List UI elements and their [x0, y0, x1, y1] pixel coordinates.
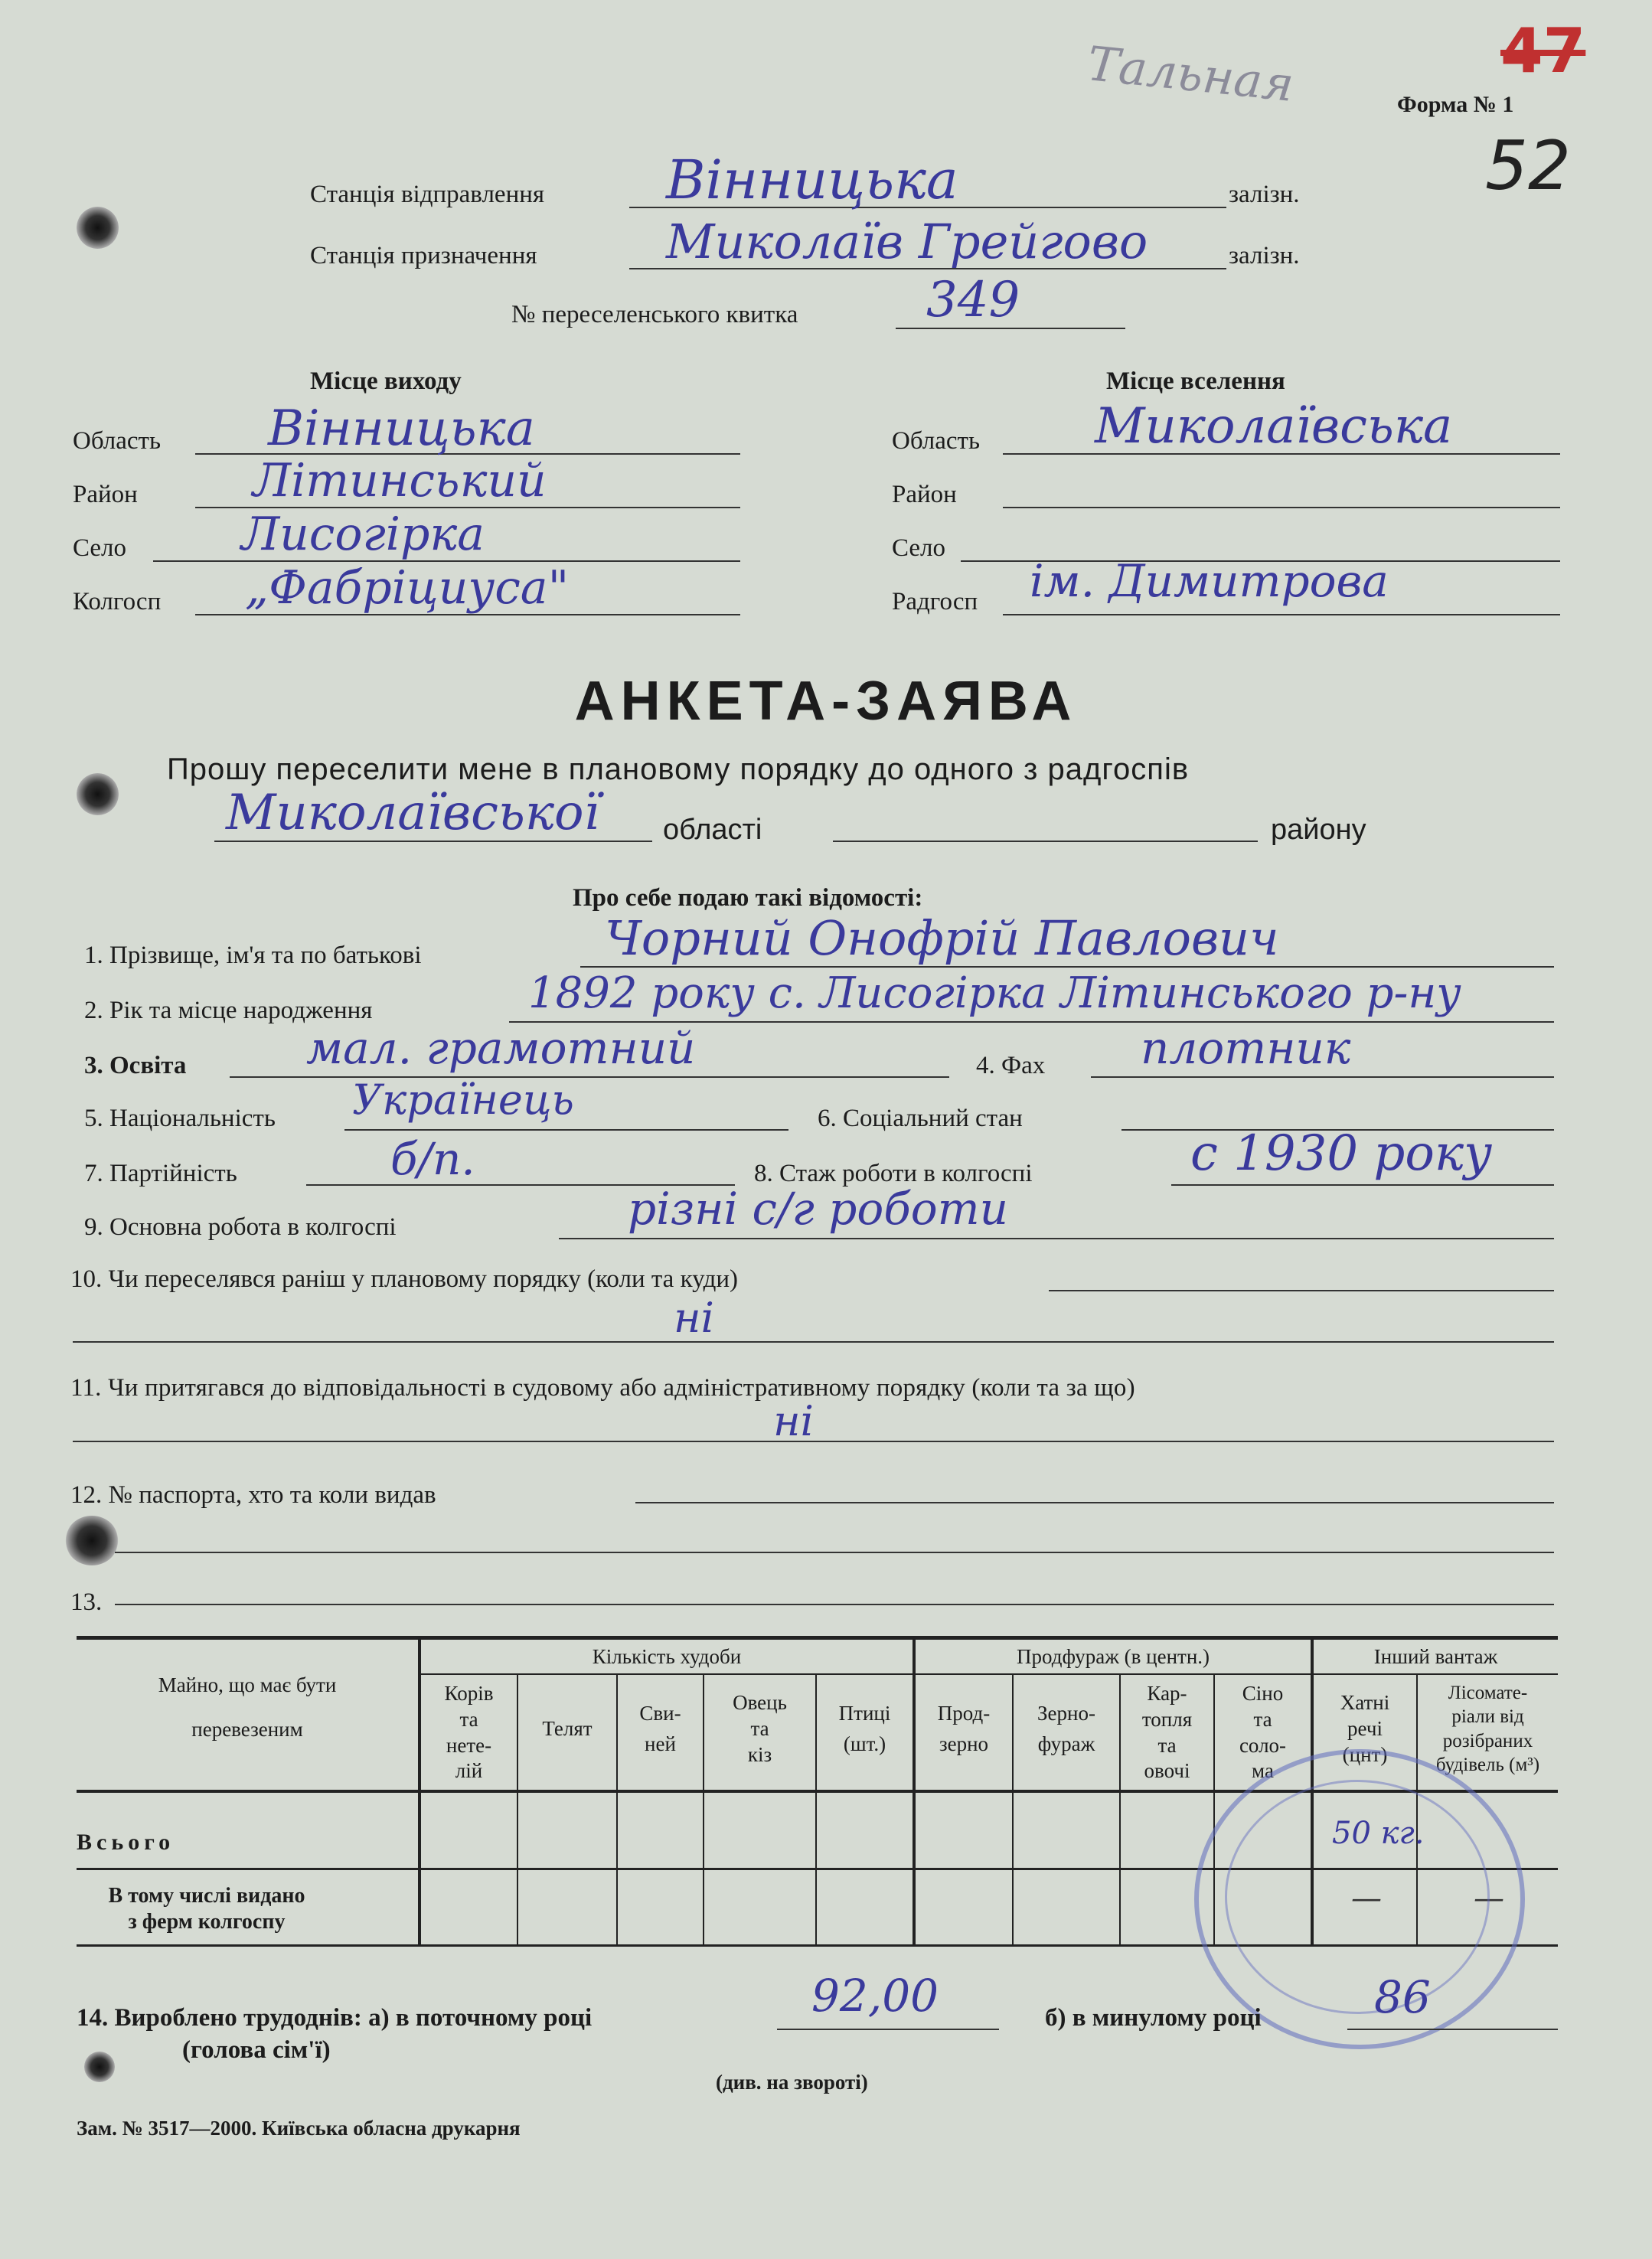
field-11-label: 11. Чи притягався до відповідальності в судовому або адміністративному порядку (коли та за що)	[70, 1374, 1135, 1402]
th-hay-l2: та	[1253, 1707, 1272, 1731]
dest-sovkhoz-line	[1003, 614, 1560, 615]
field-4-line	[1091, 1076, 1554, 1078]
departure-suffix: залізн.	[1229, 181, 1300, 208]
th-birds-l2: (шт.)	[843, 1732, 886, 1755]
dest-sovkhoz-value: ім. Димитрова	[1030, 555, 1389, 607]
origin-village-value: Лисогірка	[241, 508, 485, 561]
punch-hole-1	[77, 207, 119, 249]
th-property	[77, 1673, 418, 1743]
field-4-label: 4. Фах	[976, 1052, 1046, 1079]
archive-number: 52	[1485, 126, 1571, 205]
punch-hole-4	[84, 2052, 115, 2082]
ticket-value: 349	[926, 272, 1020, 328]
th-grain	[916, 1701, 1012, 1758]
field-10-label: 10. Чи переселявся раніш у плановому порядку (коли та куди)	[70, 1265, 739, 1293]
field-12-line-b	[115, 1552, 1554, 1553]
th-grain-l1: Прод-	[937, 1702, 991, 1725]
request-raion-line	[833, 841, 1258, 842]
info-heading: Про себе подаю такі відомості:	[573, 884, 923, 912]
dest-region-value: Миколаївська	[1095, 398, 1453, 455]
corner-note: Тальная	[1084, 35, 1297, 113]
origin-region-value: Вінницька	[268, 400, 535, 457]
workdays-prev-line	[1347, 2029, 1558, 2030]
destination-heading: Місце вселення	[1106, 367, 1285, 395]
th-feed-l2: фураж	[1037, 1732, 1095, 1755]
table-vline-6	[913, 1636, 916, 1947]
field-11-value: ні	[773, 1397, 814, 1445]
th-potato-l3: та	[1157, 1733, 1177, 1757]
origin-district-label: Район	[73, 481, 138, 508]
field-9-label: 9. Основна робота в колгоспі	[84, 1213, 397, 1241]
th-lumber-l4: будівель (м³)	[1435, 1754, 1540, 1775]
th-cows-l4: лій	[455, 1759, 483, 1783]
th-hay-l3: соло-	[1239, 1733, 1287, 1757]
punch-hole-2	[77, 773, 119, 815]
field-1-value: Чорний Онофрій Павлович	[605, 910, 1279, 966]
page-title: АНКЕТА-ЗАЯВА	[574, 671, 1078, 732]
th-house-l1: Хатні	[1340, 1691, 1390, 1714]
field-13-label: 13.	[70, 1588, 103, 1616]
field-1-label: 1. Прізвище, ім'я та по батькові	[84, 942, 422, 969]
field-1-line	[580, 966, 1554, 968]
th-sheep-l2: та	[750, 1716, 769, 1740]
field-4-value: плотник	[1141, 1022, 1351, 1074]
field-8-line	[1171, 1184, 1554, 1186]
punch-hole-3	[65, 1516, 119, 1565]
round-stamp-inner	[1225, 1780, 1490, 2014]
dest-sovkhoz-label: Радгосп	[892, 588, 978, 615]
th-feed	[1014, 1701, 1119, 1758]
departure-label: Станція відправлення	[310, 181, 545, 208]
departure-value: Вінницька	[666, 149, 958, 211]
row-issued-label	[77, 1883, 337, 1934]
th-potato	[1121, 1681, 1213, 1784]
destination-suffix: залізн.	[1229, 242, 1300, 269]
table-top-border	[77, 1636, 1558, 1640]
origin-kolkhoz-label: Колгосп	[73, 588, 162, 615]
th-group-other: Інший вантаж	[1373, 1645, 1498, 1668]
th-cows-l1: Корів	[444, 1682, 494, 1705]
th-group-livestock: Кількість худоби	[592, 1645, 742, 1668]
field-10-value: ні	[674, 1294, 714, 1342]
request-text: Прошу переселити мене в плановому порядку до одного з радгоспів	[167, 752, 1190, 786]
printer-note: Зам. № 3517—2000. Київська обласна друкарня	[77, 2117, 521, 2140]
field-10-line-b	[73, 1341, 1554, 1343]
see-reverse: (див. на звороті)	[716, 2071, 868, 2094]
th-property-l1: Майно, що має бути	[158, 1673, 337, 1696]
workdays-current-value: 92,00	[811, 1970, 939, 2022]
origin-district-value: Літинський	[253, 454, 547, 508]
th-sheep-l1: Овець	[733, 1691, 787, 1714]
destination-label: Станція призначення	[310, 242, 537, 269]
field-5-label: 5. Національність	[84, 1105, 276, 1132]
field-7-value: б/п.	[390, 1133, 475, 1185]
request-raion-label: району	[1271, 814, 1366, 846]
th-hay-l1: Сіно	[1242, 1682, 1284, 1705]
request-oblast-value: Миколаївської	[226, 785, 600, 841]
th-potato-l2: топля	[1141, 1707, 1193, 1731]
th-group-fodder: Продфураж (в центн.)	[1016, 1645, 1210, 1668]
workdays-prev-label: б) в минулому році	[1045, 2004, 1262, 2032]
field-9-line	[559, 1238, 1554, 1239]
th-hay-l4: ма	[1252, 1759, 1274, 1783]
origin-heading: Місце виходу	[310, 367, 462, 395]
field-7-label: 7. Партійність	[84, 1160, 237, 1187]
dest-village-label: Село	[892, 534, 946, 562]
dest-district-label: Район	[892, 481, 957, 508]
th-house-l2: речі	[1347, 1716, 1383, 1740]
th-pigs-l1: Сви-	[639, 1702, 681, 1725]
dest-district-line	[1003, 507, 1560, 508]
th-sheep-l3: кіз	[747, 1742, 772, 1766]
row-issued-lumber: —	[1474, 1881, 1504, 1916]
row-total-house: 50 кг.	[1332, 1816, 1425, 1851]
th-cows-l3: нете-	[446, 1733, 492, 1757]
th-house-l3: (цнт)	[1342, 1742, 1388, 1766]
table-subheader-line	[420, 1673, 1558, 1675]
field-3-value: мал. грамотний	[306, 1022, 696, 1074]
th-pigs	[618, 1701, 703, 1758]
row-total-label: Всього	[77, 1830, 175, 1855]
field-5-value: Українець	[352, 1076, 574, 1124]
field-10-line-a	[1049, 1290, 1554, 1291]
field-2-value: 1892 року с. Лисогірка Літинського р-ну	[528, 968, 1461, 1018]
field-9-value: різні с/г роботи	[628, 1183, 1008, 1235]
field-6-label: 6. Соціальний стан	[818, 1105, 1023, 1132]
row-issued-l1: В тому числі видано	[108, 1884, 305, 1908]
field-3-label: 3. Освіта	[84, 1052, 187, 1079]
th-grain-l2: зерно	[939, 1732, 989, 1755]
field-13-line	[115, 1604, 1554, 1605]
th-feed-l1: Зерно-	[1037, 1702, 1095, 1725]
th-birds-l1: Птиці	[838, 1702, 891, 1725]
field-3-line	[230, 1076, 949, 1078]
workdays-sub-label: (голова сім'ї)	[182, 2036, 331, 2064]
request-oblast-label: області	[663, 814, 762, 846]
origin-village-label: Село	[73, 534, 127, 562]
th-property-l2: перевезеним	[191, 1717, 303, 1741]
row-issued-l2: з ферм колгоспу	[128, 1909, 286, 1934]
th-pigs-l2: ней	[645, 1732, 676, 1755]
field-12-label: 12. № паспорта, хто та коли видав	[70, 1481, 436, 1509]
ticket-label: № переселенського квитка	[511, 301, 798, 328]
th-sheep	[704, 1690, 815, 1768]
th-potato-l1: Кар-	[1147, 1682, 1187, 1705]
field-8-value: с 1930 року	[1190, 1125, 1493, 1182]
field-5-line	[344, 1129, 788, 1131]
destination-value: Миколаїв Грейгово	[666, 214, 1148, 269]
field-8-label: 8. Стаж роботи в колгоспі	[754, 1160, 1033, 1187]
th-lumber	[1418, 1681, 1558, 1777]
form-number: Форма № 1	[1397, 92, 1514, 117]
th-calves: Телят	[542, 1717, 593, 1740]
th-lumber-l1: Лісомате-	[1448, 1683, 1528, 1703]
field-2-label: 2. Рік та місце народження	[84, 997, 373, 1024]
th-lumber-l3: розібраних	[1442, 1730, 1533, 1751]
th-lumber-l2: ріали від	[1451, 1706, 1524, 1728]
th-birds	[817, 1701, 913, 1758]
dest-region-label: Область	[892, 427, 981, 455]
th-cows	[421, 1681, 517, 1784]
field-12-line-a	[635, 1502, 1554, 1503]
origin-kolkhoz-value: „Фабріциуса"	[245, 561, 570, 615]
workdays-current-line	[777, 2029, 999, 2030]
row-issued-house: —	[1351, 1881, 1382, 1916]
th-potato-l4: овочі	[1144, 1759, 1190, 1783]
origin-region-label: Область	[73, 427, 162, 455]
archive-number-crossed: 47	[1500, 15, 1586, 87]
workdays-label: 14. Вироблено трудоднів: а) в поточному році	[77, 2004, 593, 2032]
th-cows-l2: та	[459, 1707, 478, 1731]
workdays-prev-value: 86	[1374, 1971, 1431, 2023]
